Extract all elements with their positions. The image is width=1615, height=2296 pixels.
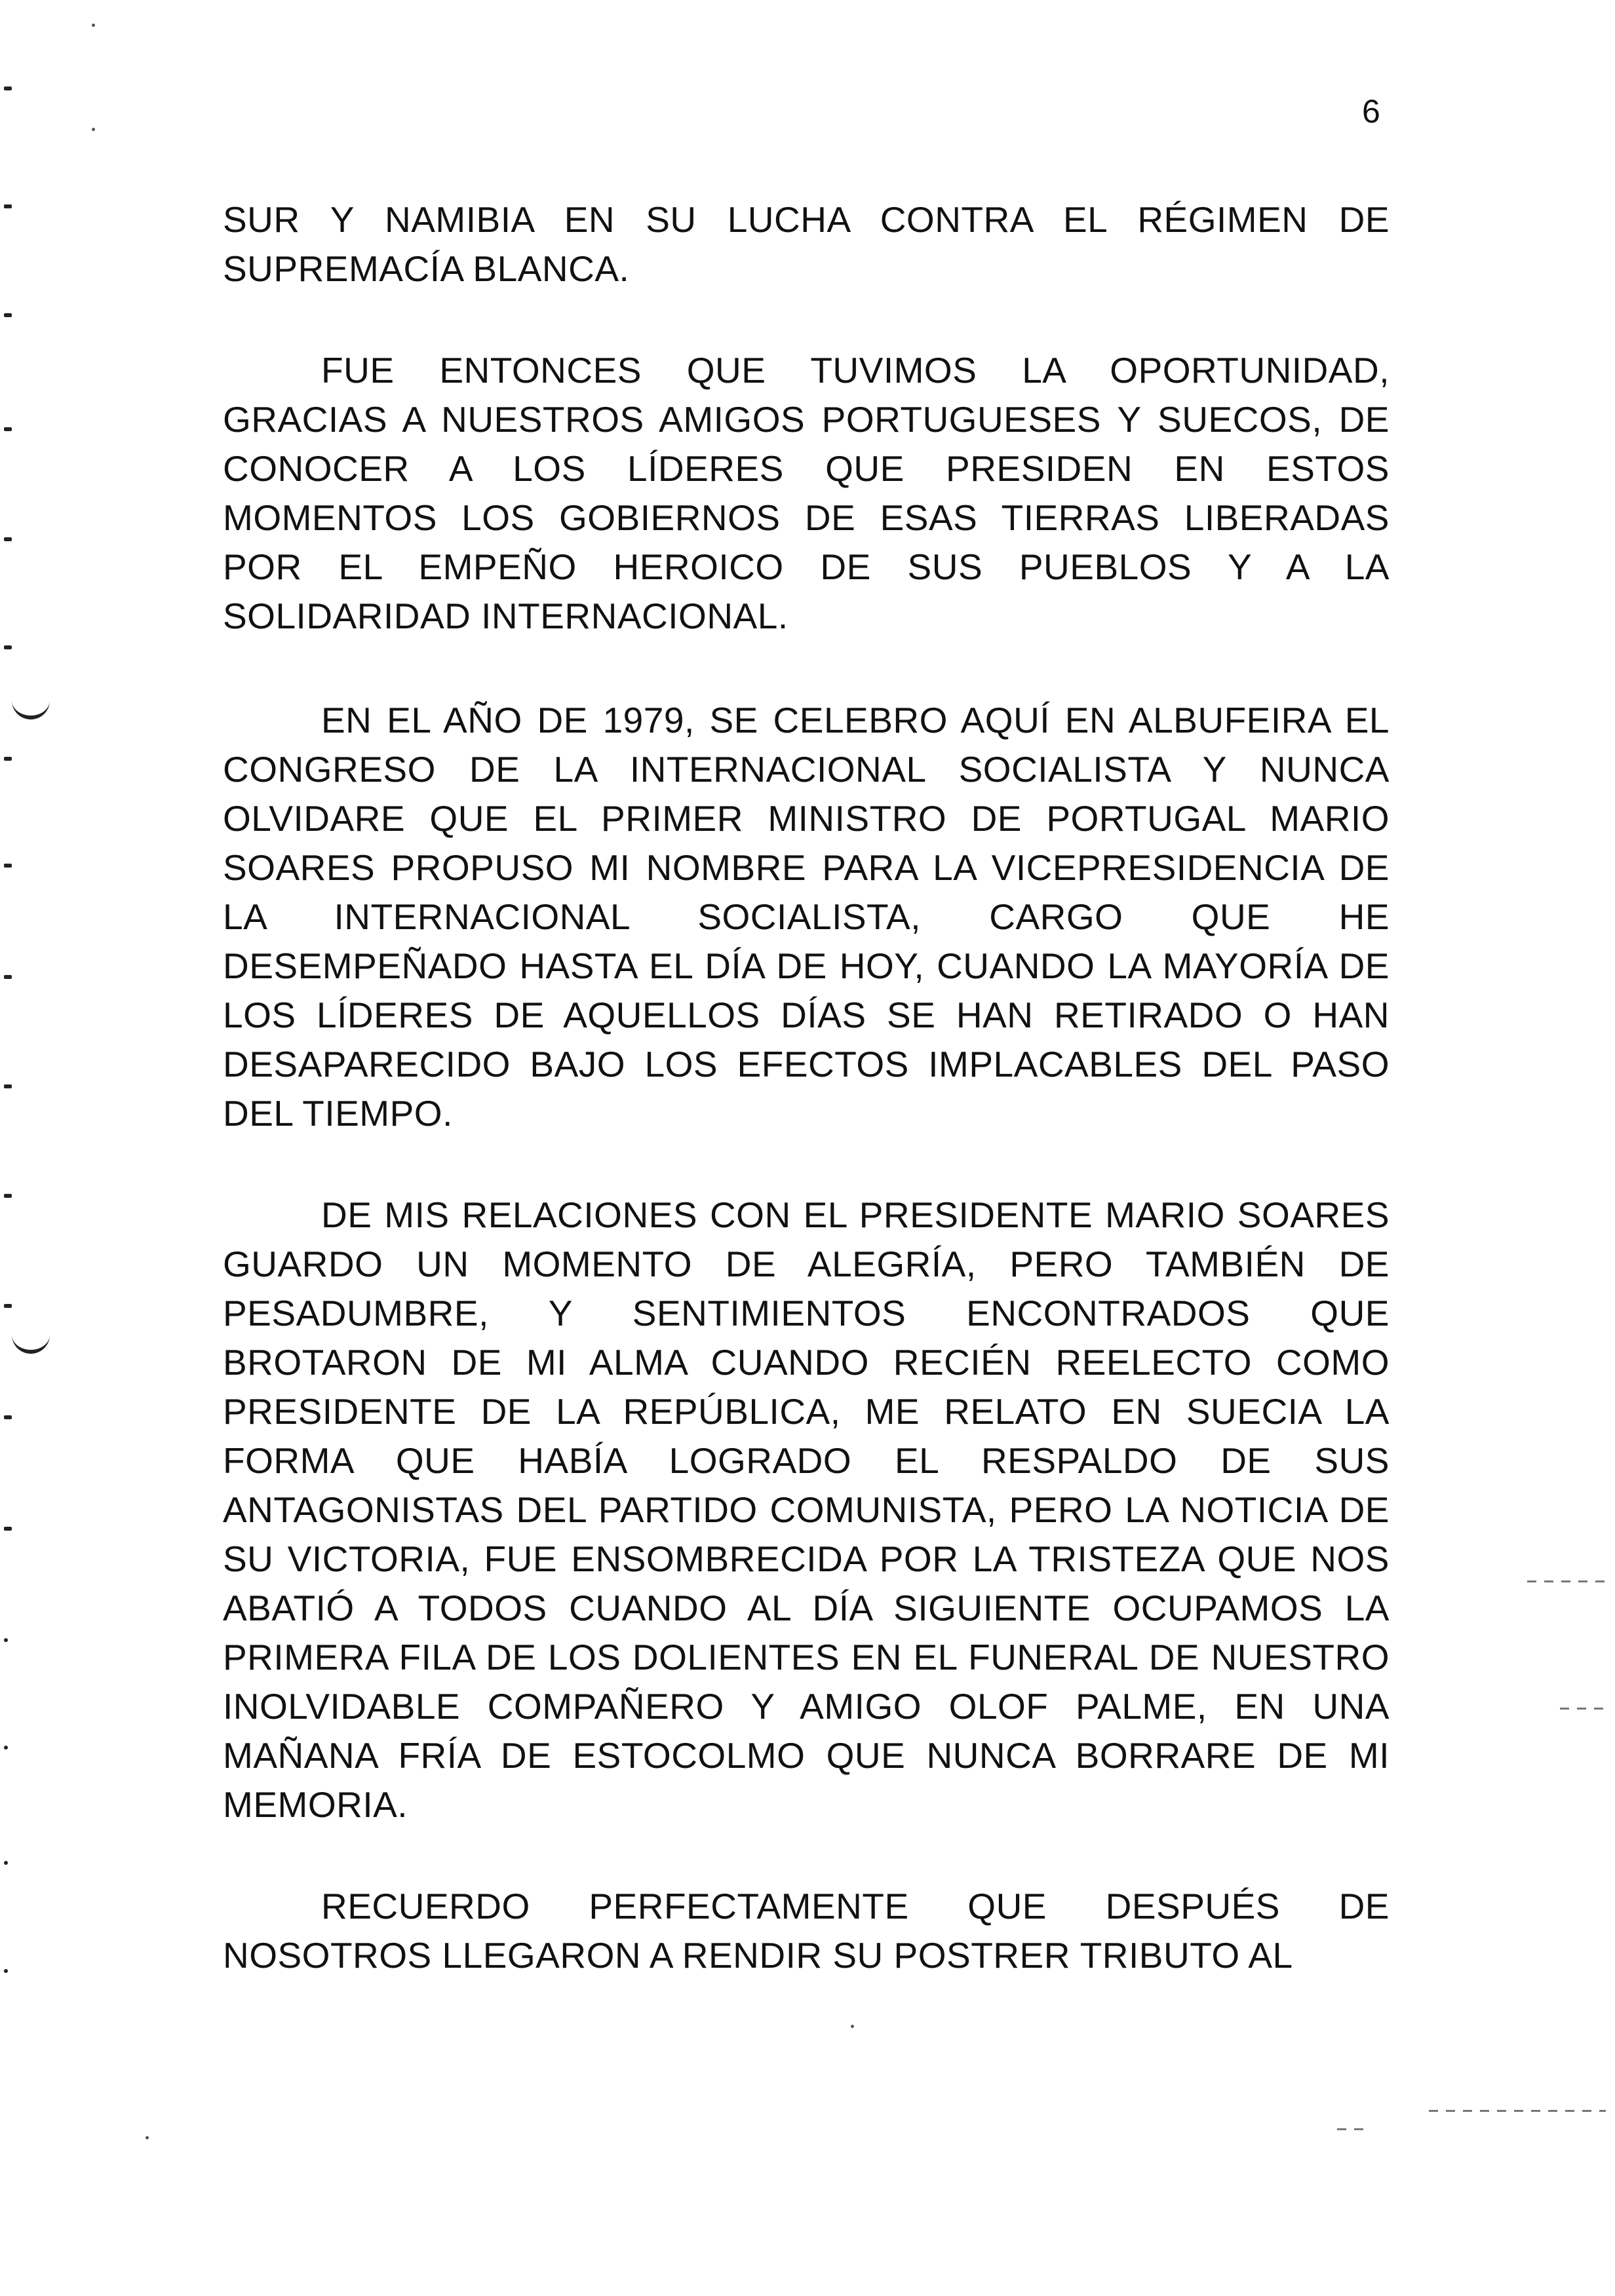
scan-mark [4,1861,8,1865]
scan-line [1337,2128,1363,2130]
scan-speck [146,2136,149,2139]
scan-speck [92,24,95,27]
scan-mark [4,1084,12,1088]
scan-speck [92,128,95,131]
page-number: 6 [1362,93,1381,130]
scan-speck [851,2025,854,2028]
paragraph-4: DE MIS RELACIONES CON EL PRESIDENTE MARIO SOARES GUARDO UN MOMENTO DE ALEGRÍA, PERO TAMBIÉN DE PESADUMBRE, Y SENTIMIENTOS ENCONTRADOS QUE BROTARON DE MI ALMA CUANDO RECIÉN REELECTO COMO PRESIDENTE DE LA REPÚBLICA, ME RELATO EN SUECIA LA FORMA QUE HABÍA LOGRADO EL RESPALDO DE SUS ANTAGONISTAS DEL PARTIDO COMUNISTA, PERO LA NOTICIA DE SU VICTORIA, FUE ENSOMBRECIDA POR LA TRISTEZA QUE NOS ABATIÓ A TODOS CUANDO AL DÍA SIGUIENTE OCUPAMOS LA PRIMERA FILA DE LOS DOLIENTES EN EL FUNERAL DE NUESTRO INOLVIDABLE COMPAÑERO Y AMIGO OLOF PALME, EN UNA MAÑANA FRÍA DE ESTOCOLMO QUE NUNCA BORRARE DE MI MEMORIA. [223,1195,1390,1825]
scan-mark [4,204,12,208]
scan-mark [4,1415,12,1419]
scan-mark [4,1638,8,1642]
scan-line [1560,1708,1606,1710]
scan-mark [4,1746,8,1750]
scan-mark [4,645,12,649]
scan-mark [4,1194,12,1198]
scan-curve [12,696,50,719]
scan-mark [4,86,12,90]
scan-curve [12,1330,50,1354]
scan-mark [4,864,12,868]
scan-line [1429,2110,1606,2112]
scan-mark [4,1969,8,1973]
document-body [223,195,1390,2033]
paragraph-3: EN EL AÑO DE 1979, SE CELEBRO AQUÍ EN ALBUFEIRA EL CONGRESO DE LA INTERNACIONAL SOCIALISTA Y NUNCA OLVIDARE QUE EL PRIMER MINISTRO DE PORTUGAL MARIO SOARES PROPUSO MI NOMBRE PARA LA VICEPRESIDENCIA DE LA INTERNACIONAL SOCIALISTA, CARGO QUE HE DESEMPEÑADO HASTA EL DÍA DE HOY, CUANDO LA MAYORÍA DE LOS LÍDERES DE AQUELLOS DÍAS SE HAN RETIRADO O HAN DESAPARECIDO BAJO LOS EFECTOS IMPLACABLES DEL PASO DEL TIEMPO. [223,700,1390,1134]
scan-line [1527,1580,1606,1582]
scan-mark [4,975,12,979]
scan-mark [4,1304,12,1308]
scan-mark [4,757,12,761]
paragraph-2: FUE ENTONCES QUE TUVIMOS LA OPORTUNIDAD, GRACIAS A NUESTROS AMIGOS PORTUGUESES Y SUECOS, DE CONOCER A LOS LÍDERES QUE PRESIDEN EN ESTOS MOMENTOS LOS GOBIERNOS DE ESAS TIERRAS LIBERADAS POR EL EMPEÑO HEROICO DE SUS PUEBLOS Y A LA SOLIDARIDAD INTERNACIONAL. [223,350,1390,636]
paragraph-1: SUR Y NAMIBIA EN SU LUCHA CONTRA EL RÉGIMEN DE SUPREMACÍA BLANCA. [223,199,1390,289]
paragraph-5: RECUERDO PERFECTAMENTE QUE DESPUÉS DE NOSOTROS LLEGARON A RENDIR SU POSTRER TRIBUTO AL [223,1886,1390,1976]
scan-mark [4,313,12,317]
scan-mark [4,1527,12,1531]
scan-mark [4,427,12,431]
scan-mark [4,537,12,541]
